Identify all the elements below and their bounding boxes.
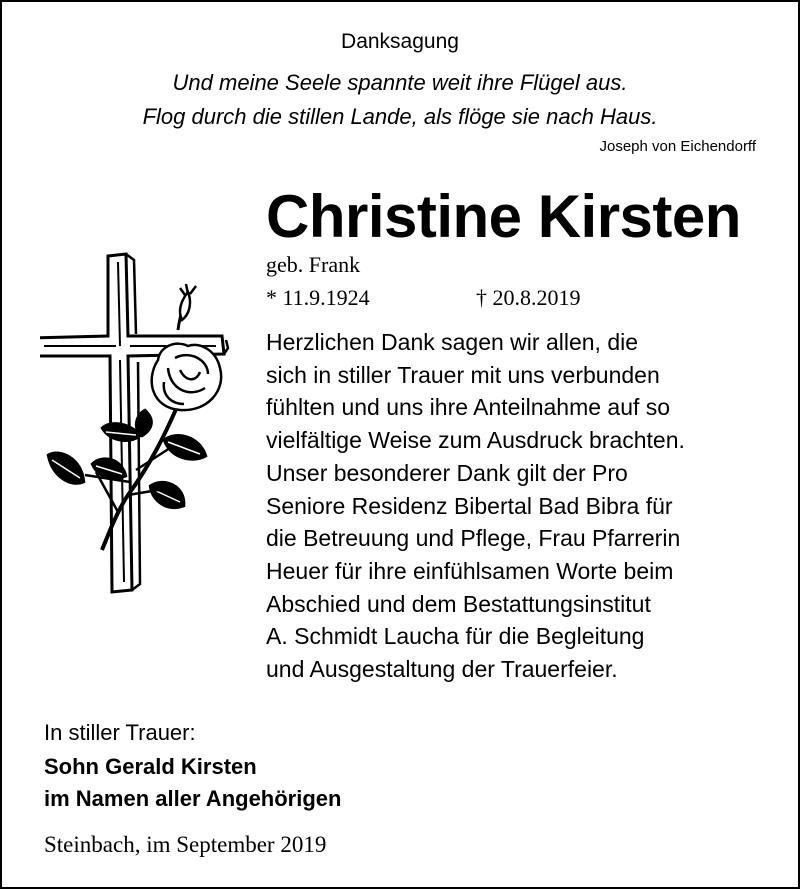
thanks-line: Heuer für ihre einfühlsamen Worte beim [266, 557, 674, 584]
thanks-line: Herzlichen Dank sagen wir allen, die [266, 329, 639, 355]
deceased-name: Christine Kirsten [266, 183, 741, 250]
mourner-family: im Namen aller Angehörigen [44, 786, 342, 811]
thanks-line: A. Schmidt Laucha für die Begleitung [266, 623, 645, 650]
thanks-line: Seniore Residenz Bibertal Bad Bibra für [266, 492, 673, 519]
thanks-text [266, 326, 685, 686]
thanks-line: und Ausgestaltung der Trauerfeier. [266, 656, 618, 683]
mourning-intro: In stiller Trauer: [44, 720, 196, 745]
thanks-line: Abschied und dem Bestattungsinstitut [266, 590, 651, 617]
cross-icon [40, 254, 228, 592]
thanks-line: fühlten und uns ihre Anteilnahme auf so [266, 394, 671, 421]
mourner-son: Sohn Gerald Kirsten [44, 754, 257, 779]
thanks-line: Unser besonderer Dank gilt der Pro [266, 459, 628, 486]
birth-date: * 11.9.1924 [266, 285, 370, 310]
cross-with-rose-icon [40, 250, 250, 600]
quote-line-2: Flog durch die stillen Lande, als flöge sie nach Haus. [142, 104, 658, 129]
birth-name: geb. Frank [266, 252, 361, 277]
quote-author: Joseph von Eichendorff [599, 138, 756, 155]
thanks-line: die Betreuung und Pflege, Frau Pfarrerin [266, 525, 681, 552]
quote-line-1: Und meine Seele spannte weit ihre Flügel aus. [172, 70, 628, 95]
thanks-line: vielfältige Weise zum Ausdruck brachten. [266, 427, 685, 454]
place-date: Steinbach, im September 2019 [44, 832, 327, 857]
death-date: † 20.8.2019 [476, 285, 581, 310]
notice-heading: Danksagung [341, 30, 459, 53]
thanks-line: sich in stiller Trauer mit uns verbunden [266, 361, 660, 388]
